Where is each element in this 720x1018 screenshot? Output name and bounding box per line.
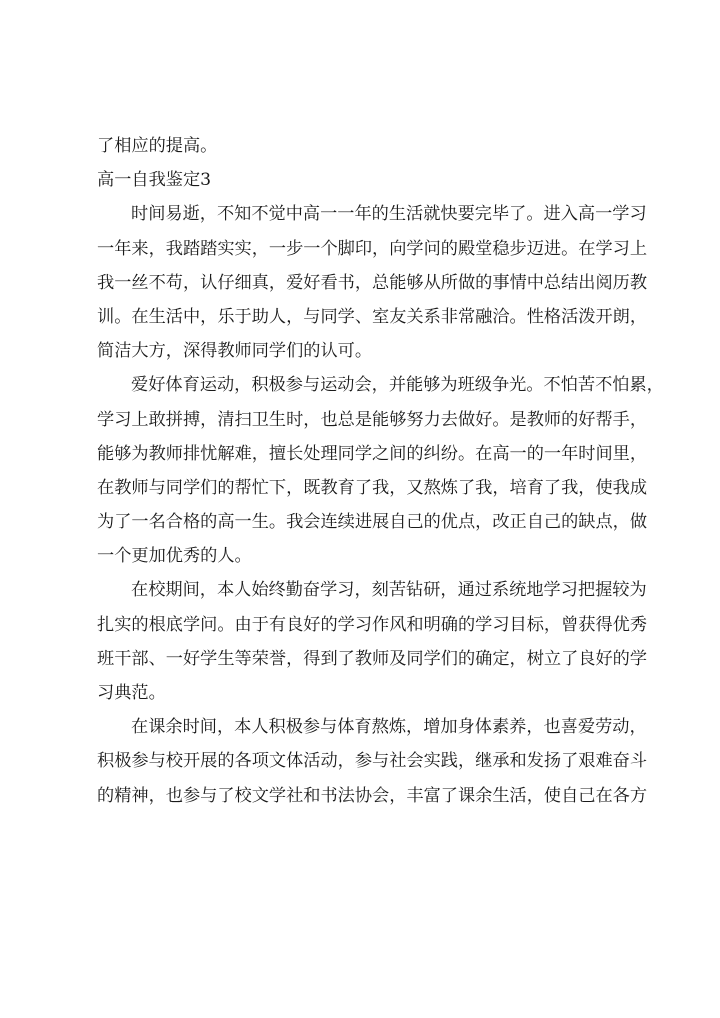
- lead-line: 了相应的提高。: [97, 136, 218, 156]
- paragraph-line: 我一丝不苟，认仔细真，爱好看书，总能够从所做的事情中总结出阅历教: [97, 272, 648, 293]
- paragraph-line: 班干部、一好学生等荣誉，得到了教师及同学们的确定，树立了良好的学: [97, 648, 648, 669]
- paragraph-3: [97, 573, 648, 710]
- paragraph-line: 的精神，也参与了校文学社和书法协会，丰富了课余生活，使自己在各方: [97, 785, 648, 806]
- paragraph-line: 训。在生活中，乐于助人，与同学、室友关系非常融洽。性格活泼开朗，: [97, 306, 648, 327]
- paragraph-line: 扎实的根底学问。由于有良好的学习作风和明确的学习目标，曾获得优秀: [97, 614, 648, 635]
- paragraph-4: [97, 710, 648, 813]
- paragraph-1: [97, 197, 648, 368]
- paragraph-line: 一个更加优秀的人。: [97, 546, 252, 567]
- paragraph-line: 能够为教师排忧解难，擅长处理同学之间的纠纷。在高一的一年时间里，: [97, 443, 648, 464]
- paragraph-line: 积极参与校开展的各项文体活动，参与社会实践，继承和发扬了艰难奋斗: [97, 751, 648, 772]
- paragraph-line: 习典范。: [97, 683, 166, 703]
- paragraph-line: 在课余时间，本人积极参与体育熬炼，增加身体素养，也喜爱劳动，: [131, 717, 647, 738]
- paragraph-line: 简洁大方，深得教师同学们的认可。: [97, 341, 373, 362]
- paragraph-line: 为了一名合格的高一生。我会连续进展自己的优点，改正自己的缺点，做: [97, 512, 648, 533]
- paragraph-line: 学习上敢拼搏，清扫卫生时，也总是能够努力去做好。是教师的好帮手，: [97, 409, 648, 430]
- document-body: [97, 129, 664, 813]
- paragraph-line: 爱好体育运动，积极参与运动会，并能够为班级争光。不怕苦不怕累，: [131, 375, 664, 396]
- paragraph-line: 一年来，我踏踏实实，一步一个脚印，向学问的殿堂稳步迈进。在学习上: [97, 238, 648, 259]
- paragraph-2: [97, 368, 664, 573]
- paragraph-line: 时间易逝，不知不觉中高一一年的生活就快要完毕了。进入高一学习: [131, 204, 647, 225]
- paragraph-line: 在校期间，本人始终勤奋学习，刻苦钻研，通过系统地学习把握较为: [131, 580, 647, 601]
- section-title: 高一自我鉴定3: [97, 170, 212, 191]
- paragraph-line: 在教师与同学们的帮忙下，既教育了我，又熬炼了我，培育了我，使我成: [97, 477, 648, 498]
